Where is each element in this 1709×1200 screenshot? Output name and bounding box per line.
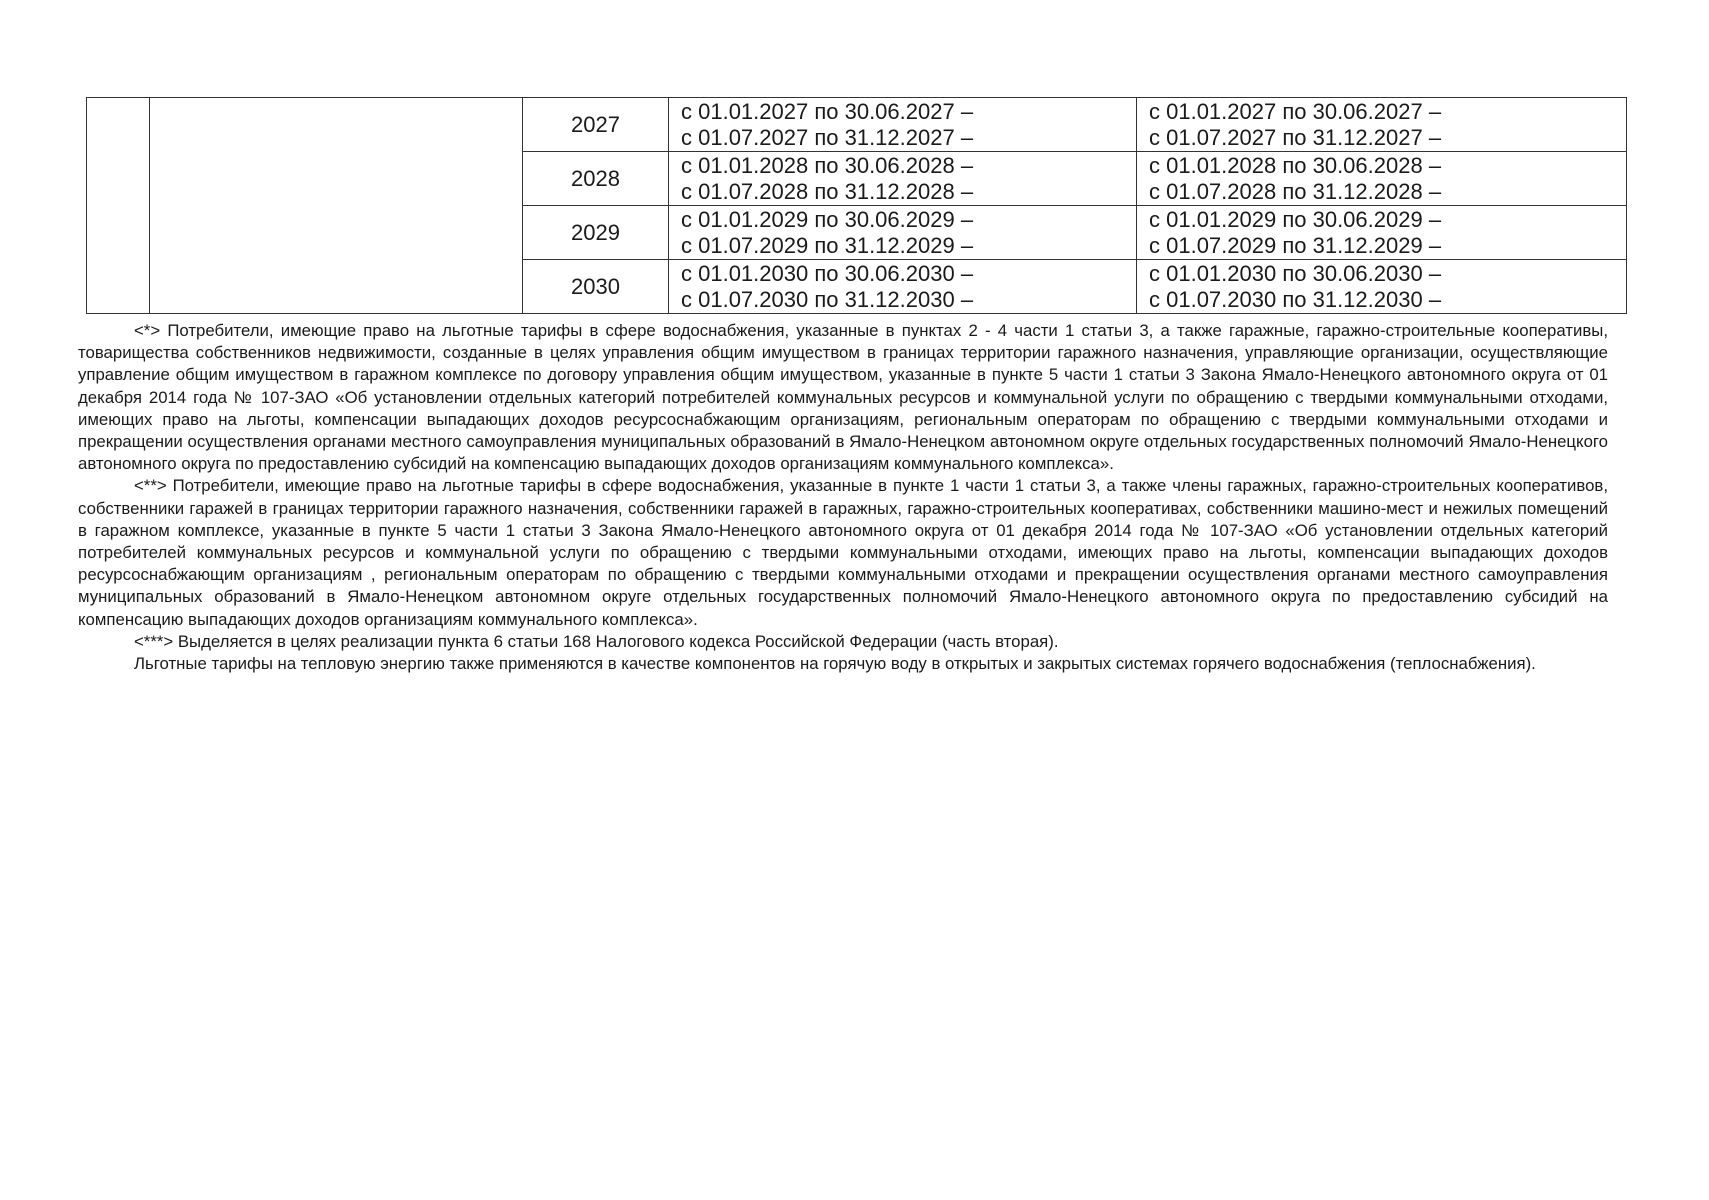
tariff-period-cell <box>1137 98 1627 152</box>
year-cell: 2029 <box>523 206 669 260</box>
tariff-period-cell <box>1137 206 1627 260</box>
period-line: с 01.07.2028 по 31.12.2028 – <box>681 178 974 204</box>
table-row <box>87 98 1627 152</box>
period-line: с 01.01.2029 по 30.06.2029 – <box>1149 206 1442 232</box>
footnote-single-star: <*> Потребители, имеющие право на льготные тарифы в сфере водоснабжения, указанные в пунктах 2 - 4 части 1 статьи 3, а также гаражные, гаражно-строительные кооперативы, товарищества собственников недвижимости, созданные в целях управления общим имуществом в границах территории гаражного назначения, управляющие организации, осуществляющие управление общим имуществом в гаражном комплексе по договору управления общим имуществом, указанные в пункте 5 части 1 статьи 3 Закона Ямало-Ненецкого автономного округа от 01 декабря 2014 года № 107-ЗАО «Об установлении отдельных категорий потребителей коммунальных ресурсов и коммунальной услуги по обращению с твердыми коммунальными отходами, имеющих право на льготы, компенсации выпадающих доходов ресурсоснабжающим организациям, региональным операторам по обращению с твердыми коммунальными отходами и прекращении осуществления органами местного самоуправления муниципальных образований в Ямало-Ненецком автономном округе отдельных государственных полномочий Ямало-Ненецкого автономного округа по предоставлению субсидий на компенсацию выпадающих доходов организациям коммунального комплекса». <box>78 321 1608 474</box>
period-line: с 01.01.2029 по 30.06.2029 – <box>681 206 974 232</box>
period-line: с 01.07.2028 по 31.12.2028 – <box>1149 178 1442 204</box>
tariff-period-cell <box>1137 152 1627 206</box>
footnotes <box>78 320 1608 675</box>
footnote-triple-star: <***> Выделяется в целях реализации пункта 6 статьи 168 Налогового кодекса Российской Федерации (часть вторая). <box>134 631 1059 651</box>
period-line: с 01.07.2030 по 31.12.2030 – <box>1149 286 1442 312</box>
empty-cell-category <box>150 98 523 314</box>
tariff-table <box>86 97 1627 314</box>
tariff-period-cell <box>669 152 1137 206</box>
tariff-period-cell <box>669 260 1137 314</box>
period-line: с 01.01.2027 по 30.06.2027 – <box>1149 98 1442 124</box>
period-line: с 01.01.2027 по 30.06.2027 – <box>681 98 974 124</box>
period-line: с 01.01.2028 по 30.06.2028 – <box>1149 152 1442 178</box>
period-line: с 01.01.2028 по 30.06.2028 – <box>681 152 974 178</box>
year-cell: 2027 <box>523 98 669 152</box>
tariff-period-cell <box>669 206 1137 260</box>
period-line: с 01.07.2027 по 31.12.2027 – <box>1149 124 1442 150</box>
year-cell: 2028 <box>523 152 669 206</box>
period-line: с 01.01.2030 по 30.06.2030 – <box>681 260 974 286</box>
period-line: с 01.07.2029 по 31.12.2029 – <box>681 232 974 258</box>
empty-cell-number <box>87 98 150 314</box>
note-heat-tariffs: Льготные тарифы на тепловую энергию также применяются в качестве компонентов на горячую воду в открытых и закрытых системах горячего водоснабжения (теплоснабжения). <box>134 654 1536 674</box>
period-line: с 01.07.2030 по 31.12.2030 – <box>681 286 974 312</box>
footnote-double-star: <**> Потребители, имеющие право на льготные тарифы в сфере водоснабжения, указанные в пункте 1 части 1 статьи 3, а также члены гаражных, гаражно-строительных кооперативов, собственники гаражей в границах территории гаражного назначения, собственники гаражей в гаражных, гаражно-строительных кооперативах, собственники машино-мест и нежилых помещений в гаражном комплексе, указанные в пункте 5 части 1 статьи 3 Закона Ямало-Ненецкого автономного округа от 01 декабря 2014 года № 107-ЗАО «Об установлении отдельных категорий потребителей коммунальных ресурсов и коммунальной услуги по обращению с твердыми коммунальными отходами, имеющих право на льготы, компенсации выпадающих доходов ресурсоснабжающим организациям , региональным операторам по обращению с твердыми коммунальными отходами и прекращении осуществления органами местного самоуправления муниципальных образований в Ямало-Ненецком автономном округе отдельных государственных полномочий Ямало-Ненецкого автономного округа по предоставлению субсидий на компенсацию выпадающих доходов организациям коммунального комплекса». <box>78 476 1608 629</box>
period-line: с 01.07.2027 по 31.12.2027 – <box>681 124 974 150</box>
period-line: с 01.07.2029 по 31.12.2029 – <box>1149 232 1442 258</box>
year-cell: 2030 <box>523 260 669 314</box>
tariff-period-cell <box>669 98 1137 152</box>
tariff-period-cell <box>1137 260 1627 314</box>
period-line: с 01.01.2030 по 30.06.2030 – <box>1149 260 1442 286</box>
